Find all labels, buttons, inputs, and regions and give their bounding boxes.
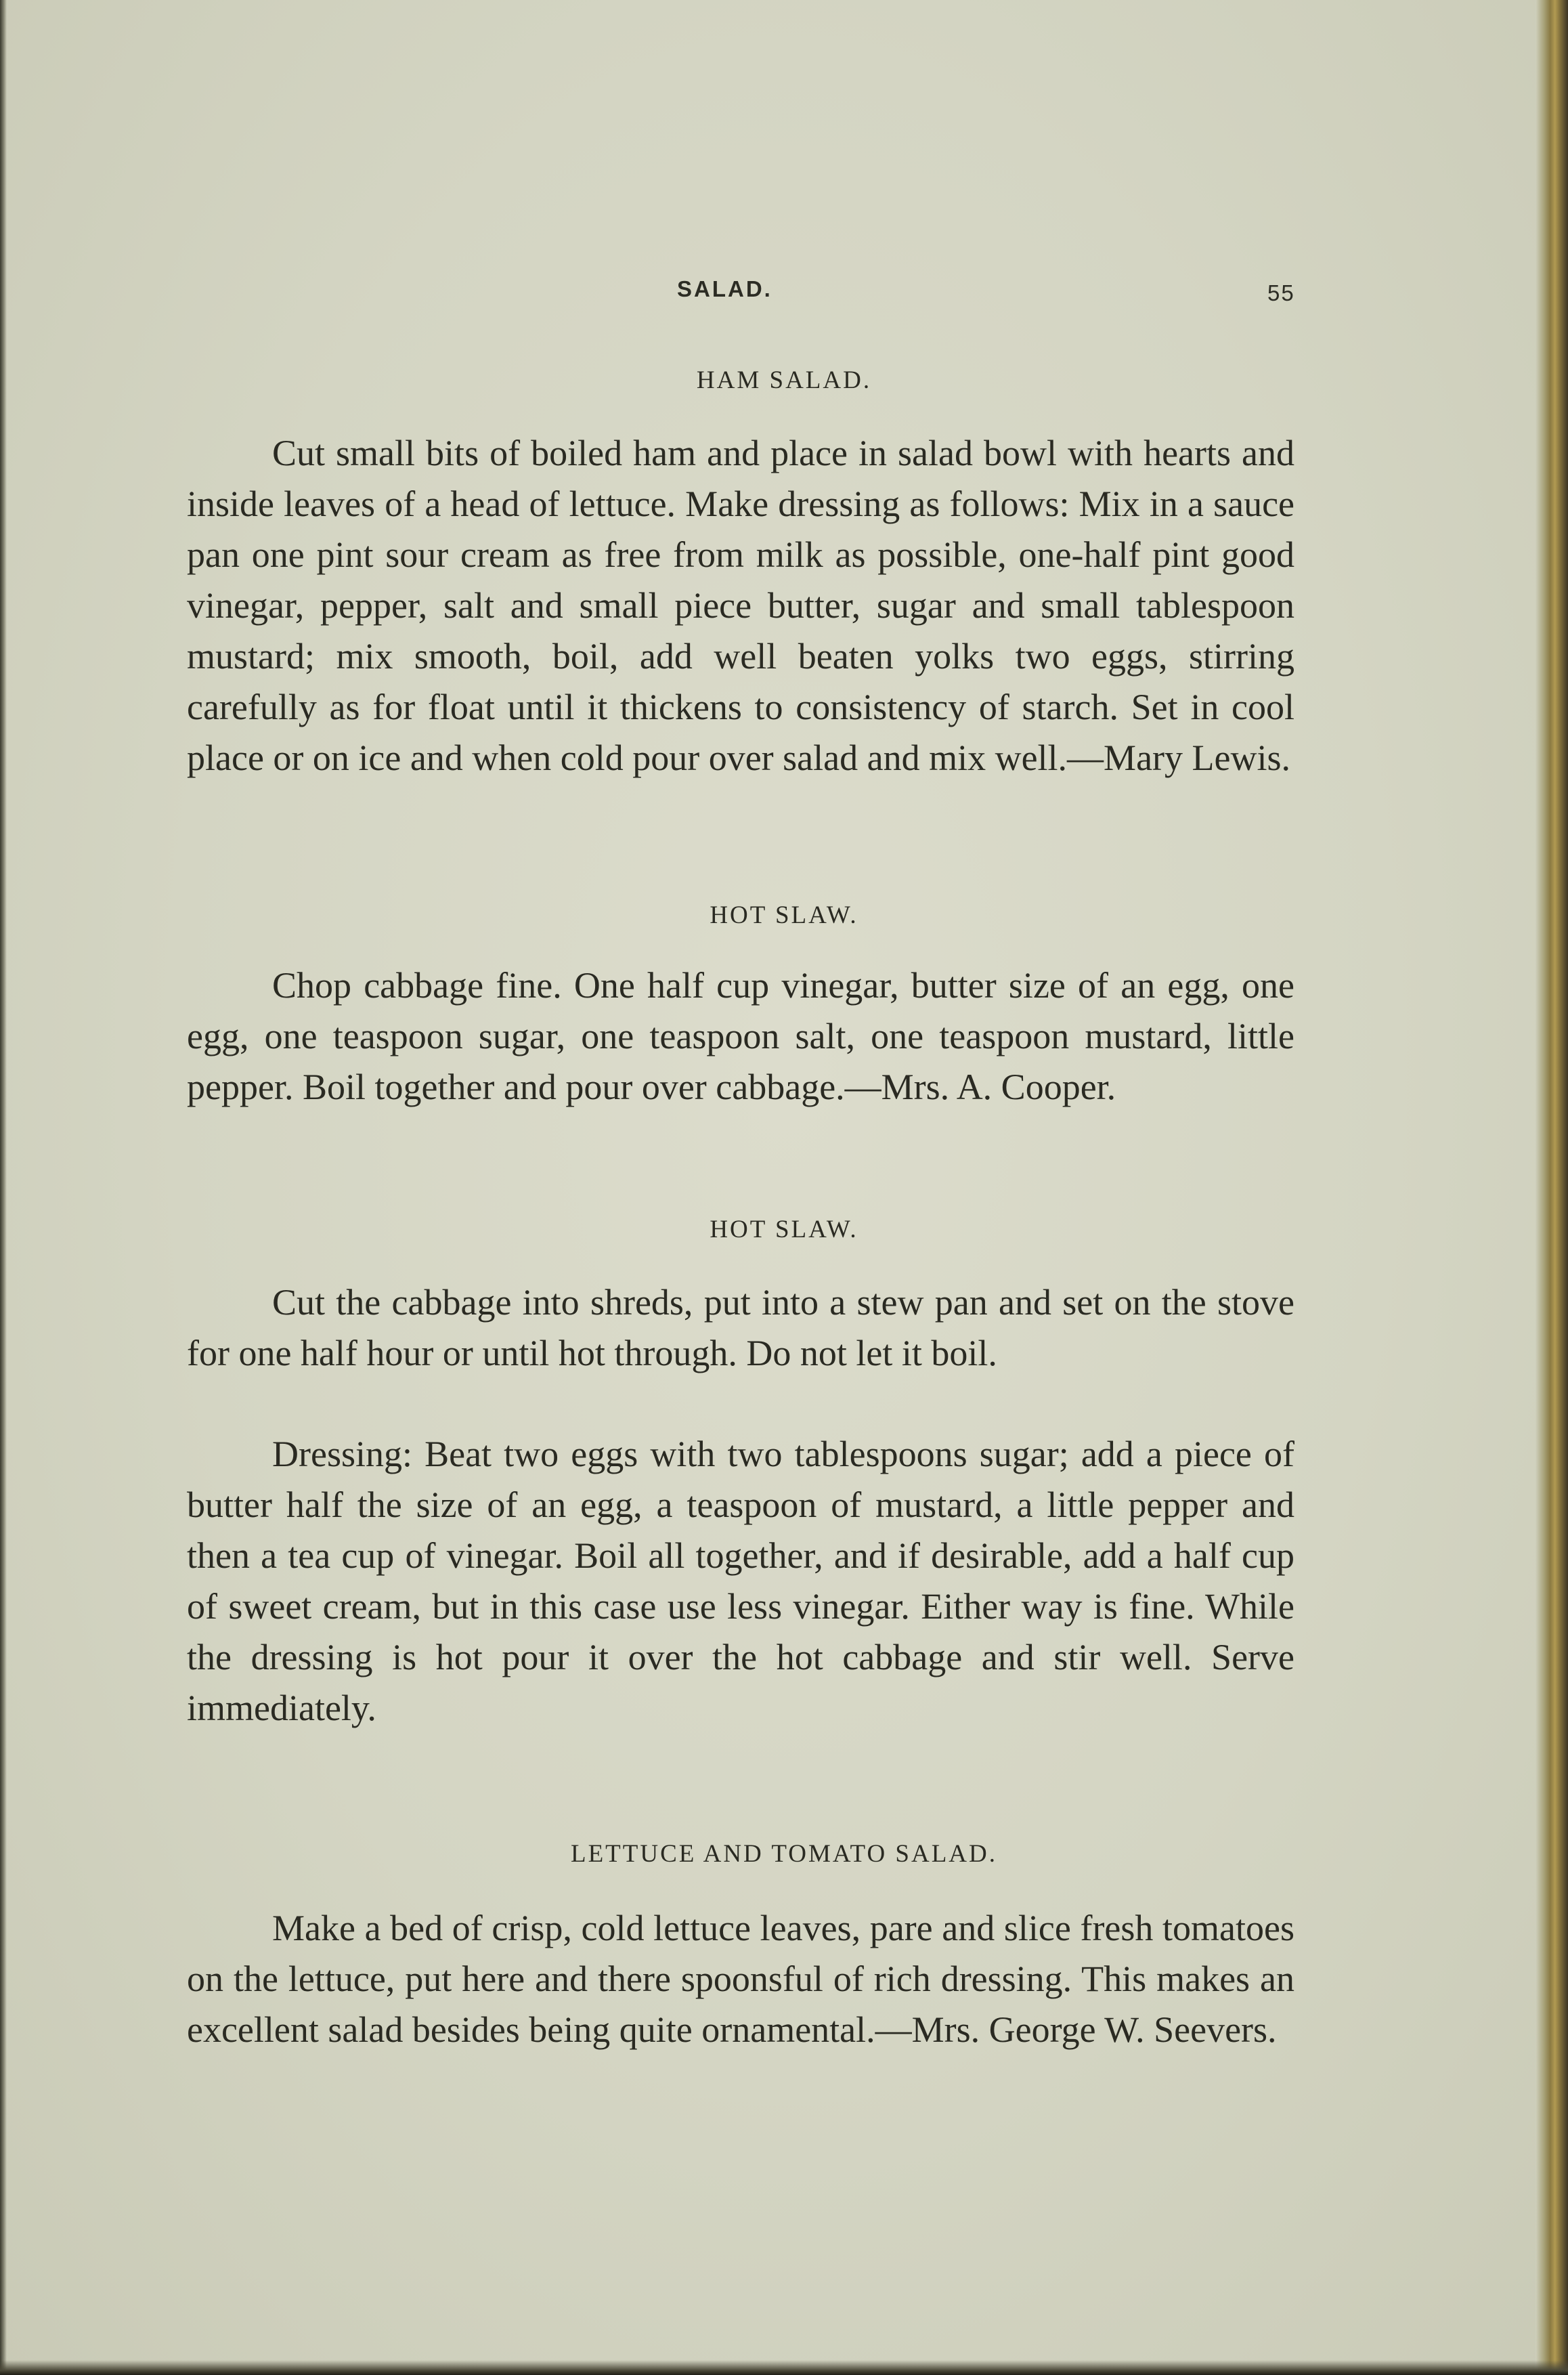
running-head: SALAD. [677,276,772,301]
page-gilt-edge [1536,0,1568,2375]
recipe-title-ham-salad: HAM SALAD. [696,366,872,394]
page-bottom-edge [0,2360,1568,2375]
recipe-title-hot-slaw: HOT SLAW. [710,901,858,929]
page-number: 55 [1267,280,1295,305]
recipe-title-lettuce-tomato-salad: LETTUCE AND TOMATO SALAD. [570,1840,998,1868]
recipe-paragraph: Dressing: Beat two eggs with two tablespoons sugar; add a piece of butter half the size of an egg, a teaspoon of mustard, a little pepper and then a tea cup of vinegar. Boil all together, and if desirable, add a half cup of sweet cream, but in this case use less vinegar. Either way is fine. While the dressing is hot pour it over the hot cabbage and stir well. Serve immediately. [187,1434,1294,1728]
recipe-paragraph: Cut small bits of boiled ham and place in salad bowl with hearts and inside leaves of a head of lettuce. Make dressing as follows: Mix in a sauce pan one pint sour cream as free from milk as possible, one-half pint good vinegar, pepper, salt and small piece butter, sugar and small tablespoon mustard; mix smooth, boil, add well beaten yolks two eggs, stirring carefully as for float until it thickens to consistency of starch. Set in cool place or on ice and when cold pour over salad and mix well.—Mary Lewis. [187,433,1294,778]
recipe-paragraph: Chop cabbage fine. One half cup vinegar, butter size of an egg, one egg, one teaspoon sugar, one teaspoon salt, one teaspoon mustard, little pepper. Boil together and pour over cabbage.—Mrs. A. Cooper. [187,965,1294,1107]
recipe-title-hot-slaw-2: HOT SLAW. [710,1216,858,1243]
page-left-edge [0,0,7,2375]
recipe-paragraph: Make a bed of crisp, cold lettuce leaves, pare and slice fresh tomatoes on the lettuce, put here and there spoonsful of rich dressing. This makes an excellent salad besides being quite ornamental.—Mrs. George W. Seevers. [187,1908,1294,2050]
recipe-paragraph: Cut the cabbage into shreds, put into a stew pan and set on the stove for one half hour or until hot through. Do not let it boil. [187,1282,1294,1373]
